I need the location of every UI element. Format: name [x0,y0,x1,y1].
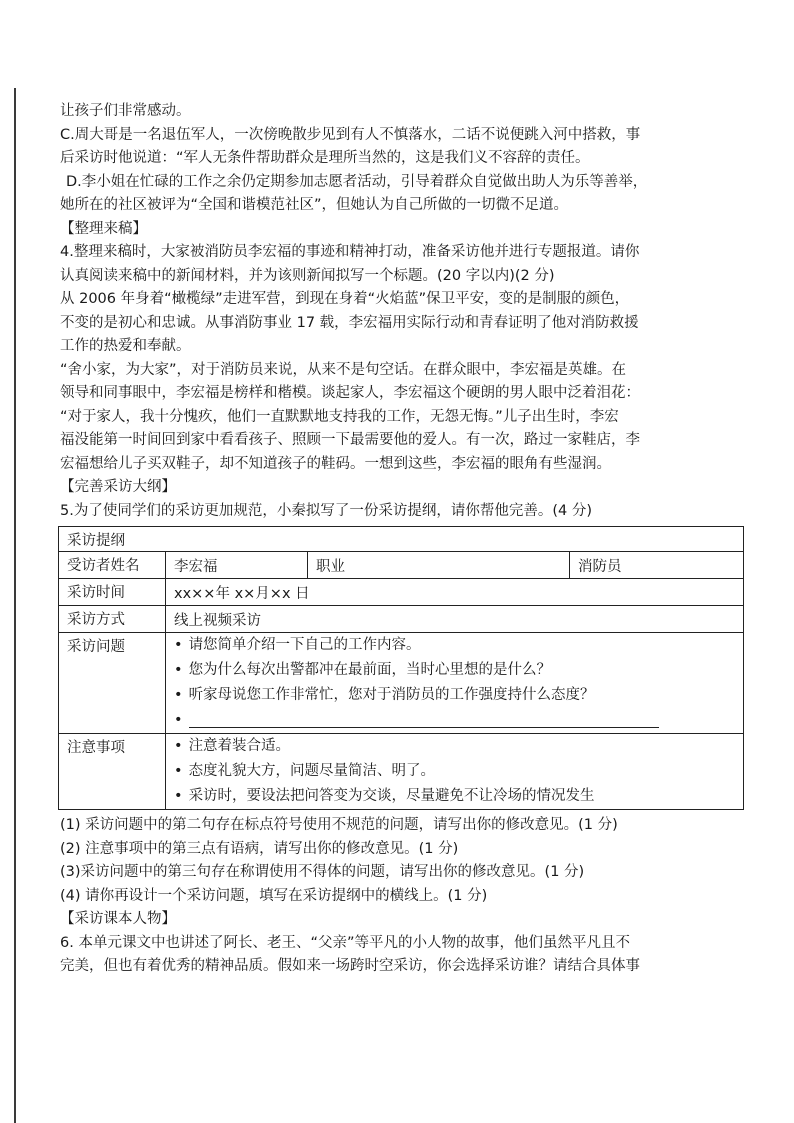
option-c-line-2: 后采访时他说道：“军人无条件帮助群众是理所当然的，这是我们义不容辞的责任。 [60,150,590,166]
method-label: 采访方式 [59,606,166,633]
bullet: • [174,788,183,804]
option-c-line-1: C.周大哥是一名退伍军人，一次傍晚散步见到有人不慎落水，二话不说便跳入河中搭救，事 [60,126,641,143]
news-p1-line-2: 不变的是初心和忠诚。从事消防事业 17 载，李宏福用实际行动和青春证明了他对消防救援 [60,314,639,331]
option-d-line-1: D.李小姐在忙碌的工作之余仍定期参加志愿者活动，引导着群众自觉做出助人为乐等善举， [66,173,648,190]
question-6-line-1: 6. 本单元课文中也讲述了阿长、老王、“父亲”等平凡的小人物的故事，他们虽然平凡且不 [60,934,630,951]
sub-question-1: (1) 采访问题中的第二句存在标点符号使用不规范的问题，请写出你的修改意见。(1 分) [60,817,618,833]
bullet: • [174,687,183,703]
notes-label: 注意事项 [59,734,166,810]
question-5: 5.为了使同学们的采访更加规范，小秦拟写了一份采访提纲，请你帮他完善。(4 分) [60,502,592,519]
section-heading-textbook: 【采访课本人物】 [60,911,176,927]
note-item [174,759,735,784]
time-value: xx××年 x×月×x 日 [166,579,744,606]
interview-question [174,683,735,708]
interview-question [174,658,735,683]
news-p2-line-5: 宏福想给儿子买双鞋子，却不知道孩子的鞋码。一想到这些，李宏福的眼角有些湿润。 [60,455,611,472]
news-p2-line-3: “对于家人，我十分愧疚，他们一直默默地支持我的工作，无怨无悔。”儿子出生时，李宏 [60,408,619,425]
question-4-line-2: 认真阅读来稿中的新闻材料，并为该则新闻拟写一个标题。(20 字以内)(2 分) [60,267,555,284]
interview-question-blank [174,708,735,733]
news-p2-line-4: 福没能第一时间回到家中看看孩子、照顾一下最需要他的爱人。有一次，路过一家鞋店，李 [60,432,640,448]
table-title: 采访提纲 [59,527,744,552]
question-6-line-2: 完美，但也有着优秀的精神品质。假如来一场跨时空采访，你会选择采访谁？请结合具体事 [60,958,640,974]
answer-blank-line[interactable] [189,713,659,728]
bullet: • [174,637,183,653]
question-4-line-1: 4.整理来稿时，大家被消防员李宏福的事迹和精神打动，准备采访他并进行专题报道。请你 [60,244,640,260]
question-text: 请您简单介绍一下自己的工作内容。 [188,637,421,653]
bullet: • [174,662,183,678]
section-heading-sort: 【整理来稿】 [60,220,147,237]
note-item [174,784,735,809]
questions-cell [166,633,744,734]
notes-cell [166,734,744,810]
news-p2-line-1: “舍小家，为大家”，对于消防员来说，从来不是句空话。在群众眼中，李宏福是英雄。在 [60,361,627,378]
section-heading-outline: 【完善采访大纲】 [60,479,176,495]
news-p2-line-2: 领导和同事眼中，李宏福是榜样和楷模。谈起家人，李宏福这个硬朗的男人眼中泛着泪花： [60,385,640,401]
sub-question-4: (4) 请你再设计一个采访问题，填写在采访提纲中的横线上。(1 分) [60,887,488,904]
bullet: • [174,763,183,779]
bullet: • [174,738,183,754]
margin-rule [14,88,16,1123]
question-text: 听家母说您工作非常忙，您对于消防员的工作强度持什么态度？ [188,687,595,703]
note-item [174,734,735,759]
note-text: 态度礼貌大方，问题尽量简洁、明了。 [188,763,436,779]
bullet: • [174,712,183,728]
note-text: 采访时，要设法把问答变为交谈，尽量避免不让冷场的情况发生 [188,788,595,804]
news-p1-line-3: 工作的热爱和奉献。 [60,338,191,354]
name-value: 李宏福 [166,552,308,579]
question-text: 您为什么每次出警都冲在最前面，当时心里想的是什么？ [188,662,552,678]
option-d-line-2: 她所在的社区被评为“全国和谐模范社区”，但她认为自己所做的一切微不足道。 [60,197,569,213]
job-label: 职业 [308,552,570,579]
note-text: 注意着装合适。 [188,738,291,754]
sub-question-2: (2) 注意事项中的第三点有语病，请写出你的修改意见。(1 分) [60,840,459,857]
sub-question-3: (3)采访问题中的第三句存在称谓使用不得体的问题，请写出你的修改意见。(1 分) [60,864,585,880]
time-label: 采访时间 [59,579,166,606]
questions-label: 采访问题 [59,633,166,734]
news-p1-line-1: 从 2006 年身着“橄榄绿”走进军营，到现在身着“火焰蓝”保卫平安，变的是制服的颜色， [60,291,630,307]
worksheet-page [60,100,750,979]
job-value: 消防员 [570,552,744,579]
text-line: 让孩子们非常感动。 [60,103,191,119]
interview-question [174,633,735,658]
interview-outline-table [58,526,744,810]
method-value: 线上视频采访 [166,606,744,633]
name-label: 受访者姓名 [59,552,166,579]
